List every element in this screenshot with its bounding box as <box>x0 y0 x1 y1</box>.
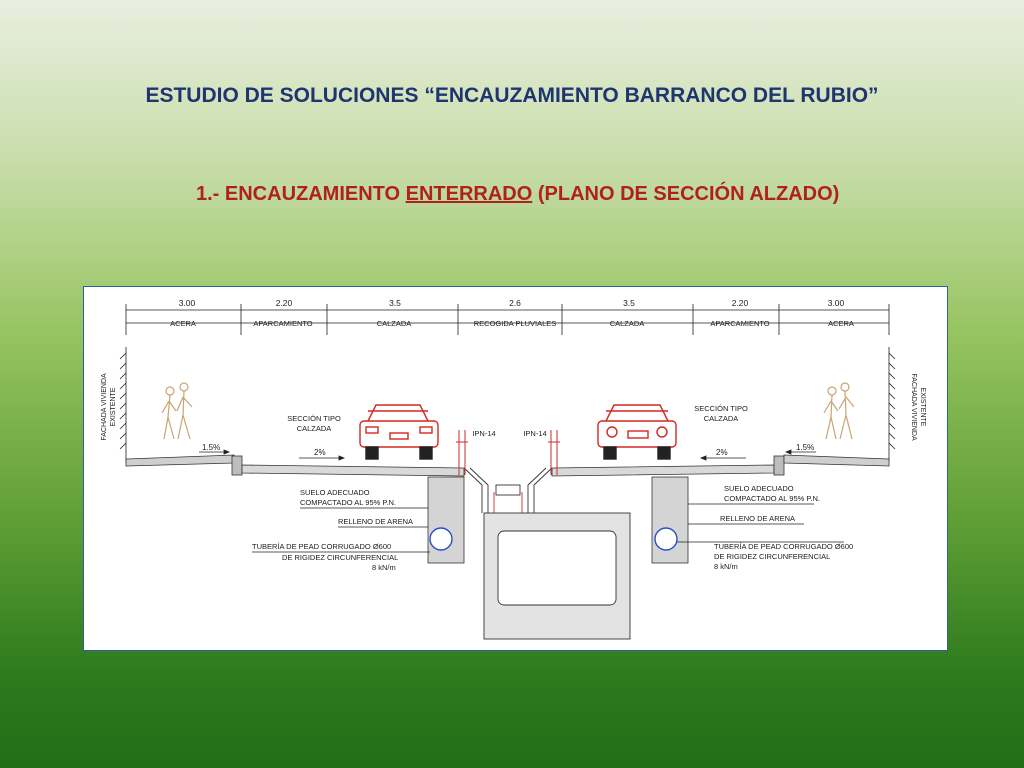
suelo-label-line: COMPACTADO AL 95% P.N. <box>300 498 397 507</box>
subtitle-suffix: (PLANO DE SECCIÓN ALZADO) <box>532 183 840 205</box>
slope-labels <box>202 443 814 457</box>
car-left-icon <box>360 405 438 459</box>
relleno-label-right: RELLENO DE ARENA <box>720 514 796 523</box>
dimension-values <box>179 298 845 308</box>
suelo-label-left <box>300 488 396 507</box>
tuberia-label-left <box>252 542 398 572</box>
tuberia-label-line: 8 kN/m <box>372 563 396 572</box>
seccion-label-line: CALZADA <box>703 414 739 423</box>
facade-label-line: FACHADA VIVIENDA <box>910 373 917 441</box>
facade-wall-right <box>889 347 895 462</box>
zone-label: ACERA <box>170 319 196 328</box>
dimension-value: 2.6 <box>509 298 521 308</box>
slope-road-left: 2% <box>314 448 326 457</box>
trench-right <box>652 477 688 563</box>
zone-labels <box>170 319 854 328</box>
zone-label: ACERA <box>828 319 854 328</box>
dimension-value: 2.20 <box>275 298 293 308</box>
facade-label-right <box>910 373 926 441</box>
pedestrians-right-icon <box>824 383 854 439</box>
facade-label-line: FACHADA VIVIENDA <box>101 373 108 441</box>
dimension-value: 3.00 <box>827 298 845 308</box>
suelo-label-line: COMPACTADO AL 95% P.N. <box>724 494 821 503</box>
tuberia-label-line: TUBERÍA DE PEAD CORRUGADO Ø600 <box>714 542 854 551</box>
suelo-label-right <box>724 484 820 503</box>
facade-label-left <box>101 373 117 441</box>
ipn-label-right: IPN-14 <box>523 429 547 438</box>
seccion-label-line: SECCIÓN TIPO <box>694 404 748 413</box>
dimension-value: 2.20 <box>731 298 749 308</box>
zone-label: APARCAMIENTO <box>710 319 770 328</box>
dimension-value: 3.5 <box>623 298 635 308</box>
zone-label: APARCAMIENTO <box>253 319 313 328</box>
seccion-label-line: CALZADA <box>296 424 332 433</box>
seccion-label-right <box>694 404 748 423</box>
slope-sidewalk-right: 1.5% <box>796 443 815 452</box>
tuberia-label-line: DE RIGIDEZ CIRCUNFERENCIAL <box>282 553 399 562</box>
slope-sidewalk-left: 1.5% <box>202 443 221 452</box>
car-right-icon <box>598 405 676 459</box>
tuberia-label-line: TUBERÍA DE PEAD CORRUGADO Ø600 <box>252 542 392 551</box>
tuberia-label-line: 8 kN/m <box>714 562 738 571</box>
seccion-label-left <box>287 414 341 433</box>
zone-label: CALZADA <box>376 319 412 328</box>
slide-title: ESTUDIO DE SOLUCIONES “ENCAUZAMIENTO BARRANCO DEL RUBIO” <box>145 84 879 107</box>
zone-label: CALZADA <box>609 319 645 328</box>
cross-section-drawing <box>83 286 948 651</box>
pedestrians-left-icon <box>162 383 192 439</box>
seccion-label-line: SECCIÓN TIPO <box>287 414 341 423</box>
pavement <box>126 455 889 476</box>
ipn-label-left: IPN-14 <box>472 429 496 438</box>
tuberia-label-right <box>714 542 853 571</box>
slope-road-right: 2% <box>716 448 728 457</box>
facade-label-line: EXISTENTE <box>110 387 117 427</box>
relleno-label-left: RELLENO DE ARENA <box>338 517 414 526</box>
subtitle-prefix: 1.- ENCAUZAMIENTO <box>196 183 406 205</box>
dimension-value: 3.5 <box>389 298 401 308</box>
dimension-value: 3.00 <box>178 298 196 308</box>
zone-label: RECOGIDA PLUVIALES <box>473 319 557 328</box>
facade-label-line: EXISTENTE <box>919 387 926 427</box>
slide-subtitle <box>196 183 839 206</box>
facade-wall-left <box>120 347 126 462</box>
subtitle-underlined-word: ENTERRADO <box>405 183 533 205</box>
tuberia-label-line: DE RIGIDEZ CIRCUNFERENCIAL <box>714 552 831 561</box>
central-channel <box>464 468 552 517</box>
suelo-label-line: SUELO ADECUADO <box>300 488 370 497</box>
cross-section-svg <box>84 287 949 652</box>
box-culvert <box>484 513 630 639</box>
suelo-label-line: SUELO ADECUADO <box>724 484 794 493</box>
trench-left <box>428 477 464 563</box>
